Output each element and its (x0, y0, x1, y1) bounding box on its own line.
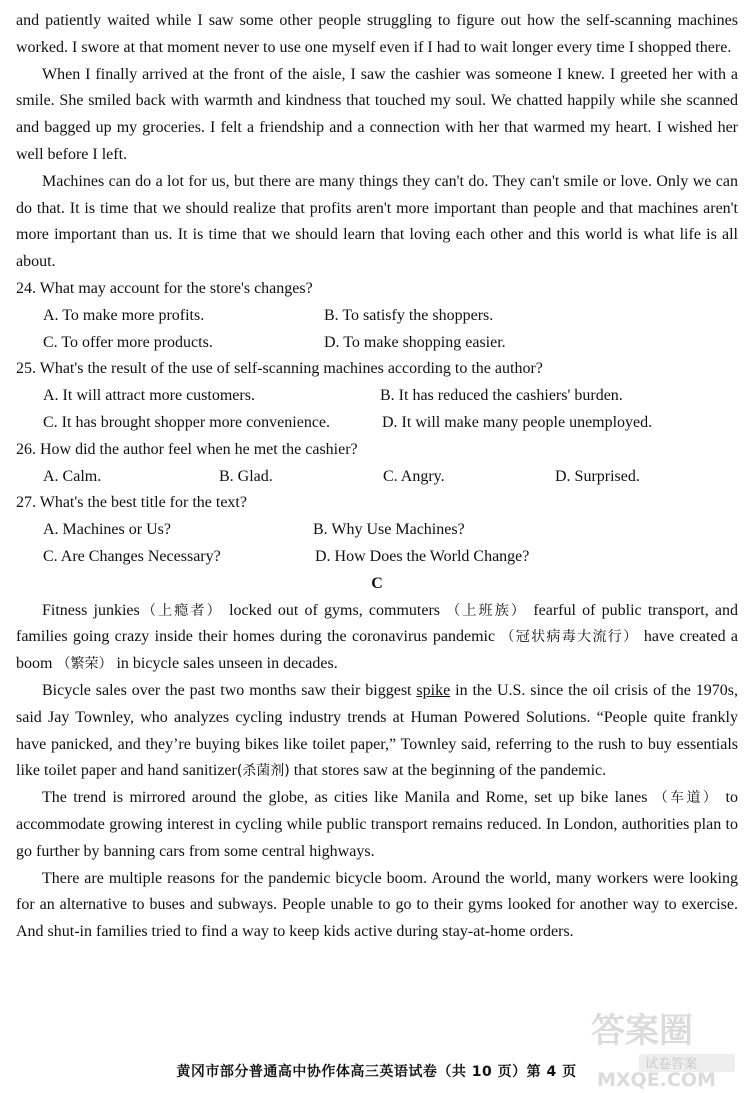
option-b[interactable]: B. It has reduced the cashiers' burden. (380, 387, 623, 405)
question-stem: 24. What may account for the store's changes? (16, 279, 313, 297)
question-26 (16, 437, 738, 491)
option-a[interactable]: A. Machines or Us? (43, 521, 171, 539)
gloss: （繁荣） (56, 656, 113, 673)
passage-paragraph (16, 678, 738, 785)
question-24 (16, 276, 738, 356)
option-b[interactable]: B. Why Use Machines? (313, 521, 465, 539)
option-row (16, 410, 738, 437)
option-row (16, 330, 738, 357)
text-run: in bicycle sales unseen in decades. (112, 655, 338, 673)
text-run: Bicycle sales over the past two months saw their biggest (42, 681, 417, 699)
passage-paragraph: There are multiple reasons for the pandemic bicycle boom. Around the world, many workers were looking for an alternative to buses and subways. People unable to go to their gyms looked for another way to exercise. And shut-in families tried to find a way to keep kids active during stay-at-home orders. (16, 869, 738, 941)
gloss: (杀菌剂) (236, 763, 290, 780)
passage-paragraph: Machines can do a lot for us, but there are many things they can't do. They can't smile or love. Only we can do that. It is time that we should realize that profits aren't more important than people and that machines aren't more important than us. It is time that we should learn that loving each other and this world is what life is all about. (16, 172, 738, 271)
gloss: （冠状病毒大流行） (500, 629, 639, 646)
question-25 (16, 356, 738, 436)
passage-paragraph: When I finally arrived at the front of the aisle, I saw the cashier was someone I knew. I greeted her with a smile. She smiled back with warmth and kindness that touched my soul. We chatted happily while she scanned and bagged up my groceries. I felt a friendship and a connection with her that warmed my heart. I wished her well before I left. (16, 65, 738, 163)
option-a[interactable]: A. It will attract more customers. (43, 387, 255, 405)
question-27 (16, 490, 738, 570)
option-d[interactable]: D. How Does the World Change? (315, 547, 530, 565)
text-run: to accommodate growing interest in cycling while public transport remains reduced. In London, authorities plan to go further by banning cars from some central highways. (16, 789, 738, 860)
text-run: in the U.S. since the oil crisis of the 1970s, said Jay Townley, who analyzes cycling industry trends at Human Powered Solutions. “People quite frankly have panicked, and they’re buying bikes like toilet paper,” Townley said, referring to the rush to buy essentials like toilet paper and hand sanitizer (16, 681, 738, 780)
option-c[interactable]: C. Angry. (383, 467, 445, 485)
option-d[interactable]: D. Surprised. (555, 467, 640, 485)
option-c[interactable]: C. Are Changes Necessary? (43, 547, 221, 565)
option-d[interactable]: D. It will make many people unemployed. (382, 413, 653, 431)
text-run: locked out of gyms, commuters (222, 601, 447, 619)
passage-paragraph (16, 785, 738, 865)
question-stem: 27. What's the best title for the text? (16, 494, 247, 512)
text-run: The trend is mirrored around the globe, as cities like Manila and Rome, set up bike lanes (42, 789, 654, 807)
gloss: （车道） (653, 790, 720, 807)
option-a[interactable]: A. To make more profits. (43, 306, 205, 324)
text-run: have created a boom (16, 628, 739, 673)
option-row (16, 464, 738, 491)
option-d[interactable]: D. To make shopping easier. (324, 333, 506, 351)
option-row (16, 544, 738, 571)
underlined-word: spike (416, 681, 451, 699)
option-c[interactable]: C. It has brought shopper more convenience. (43, 413, 331, 431)
watermark-title: 答案圈 (591, 1011, 693, 1051)
question-stem: 25. What's the result of the use of self-scanning machines according to the author? (16, 360, 543, 378)
text-run: fearful of public transport, and families going crazy inside their homes during the coronavirus pandemic (16, 601, 738, 646)
option-a[interactable]: A. Calm. (43, 467, 102, 485)
text-run: Fitness junkies (42, 601, 140, 619)
passage-paragraph: and patiently waited while I saw some other people struggling to figure out how the self-scanning machines worked. I swore at that moment never to use one myself even if I had to wait longer every time I shopped there. (16, 12, 738, 56)
gloss: （上班族） (446, 602, 528, 619)
exam-page (16, 8, 738, 946)
option-b[interactable]: B. Glad. (219, 467, 273, 485)
watermark-url: MXQE.COM (597, 1069, 716, 1090)
option-row (16, 517, 738, 544)
section-heading: C (371, 574, 383, 592)
option-row (16, 383, 738, 410)
option-row (16, 303, 738, 330)
question-stem: 26. How did the author feel when he met the cashier? (16, 440, 358, 458)
text-run: that stores saw at the beginning of the pandemic. (289, 762, 607, 780)
option-b[interactable]: B. To satisfy the shoppers. (324, 306, 494, 324)
option-c[interactable]: C. To offer more products. (43, 333, 213, 351)
watermark-badge: 试卷答案 (645, 1057, 698, 1072)
passage-paragraph (16, 598, 738, 678)
gloss: （上瘾者） (139, 602, 223, 619)
page-footer: 黄冈市部分普通高中协作体高三英语试卷（共 10 页）第 4 页 (176, 1064, 577, 1080)
